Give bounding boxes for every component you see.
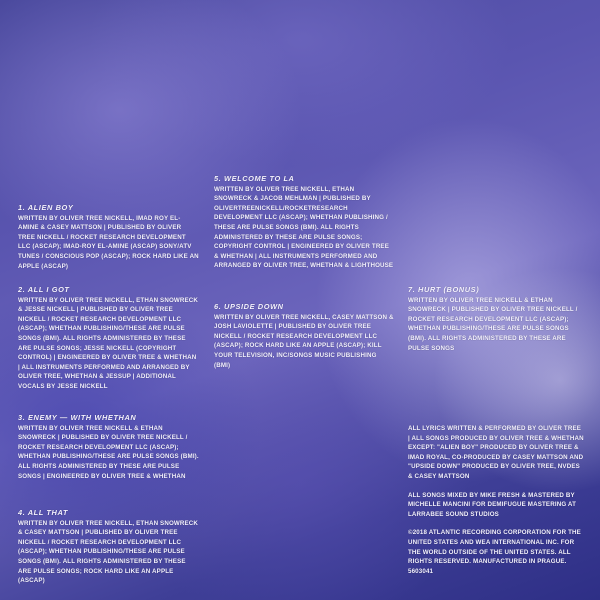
track-credits-text: WRITTEN BY OLIVER TREE NICKELL, ETHAN SNOWRECK & JESSE NICKELL | PUBLISHED BY OLIVER TREE NICKELL / ROCKET RESEARCH DEVELOPMENT LLC (ASCAP); WHETHAN PUBLISHING/THESE ARE PULSE SONGS (BMI). ALL RIGHTS ADMINISTERED BY THESE ARE PULSE SONGS; JESSE NICKELL (COPYRIGHT CONTROL) | ENGINEERED BY OLIVER TREE & WHETHAN | ALL INSTRUMENTS PERFORMED AND ARRANGED BY OLIVER TREE, WHETHAN & JESSUP | ADDITIONAL VOCALS BY JESSE NICKELL <box>18 296 199 390</box>
track-3-credits <box>18 413 200 481</box>
track-title: 3. ENEMY — WITH WHETHAN <box>18 413 137 422</box>
track-credits-text: WRITTEN BY OLIVER TREE NICKELL & ETHAN SNOWRECK | PUBLISHED BY OLIVER TREE NICKELL / ROCKET RESEARCH DEVELOPMENT LLC (ASCAP); WHETHAN PUBLISHING/THESE ARE PULSE SONGS (BMI). ALL RIGHTS ADMINISTERED BY THESE ARE PULSE SONGS <box>408 296 578 352</box>
track-title: 2. ALL I GOT <box>18 285 70 294</box>
track-title: 4. ALL THAT <box>18 508 68 517</box>
track-title: 1. ALIEN BOY <box>18 203 74 212</box>
track-title: 5. WELCOME TO LA <box>214 174 295 183</box>
track-4-credits <box>18 508 200 586</box>
track-title: 7. HURT (BONUS) <box>408 285 480 294</box>
track-credits-text: WRITTEN BY OLIVER TREE NICKELL, IMAD ROY EL-AMINE & CASEY MATTSON | PUBLISHED BY OLIVER TREE NICKELL / ROCKET RESEARCH DEVELOPMENT LLC (ASCAP); IMAD-ROY EL-AMINE (ASCAP) SONY/ATV TUNES / CONSCIOUS POP (ASCAP); ROCK HARD LIKE AN APPLE (ASCAP) <box>18 214 199 270</box>
track-credits-text: WRITTEN BY OLIVER TREE NICKELL & ETHAN SNOWRECK | PUBLISHED BY OLIVER TREE NICKELL / ROCKET RESEARCH DEVELOPMENT LLC (ASCAP); WHETHAN PUBLISHING/THESE ARE PULSE SONGS (BMI). ALL RIGHTS ADMINISTERED BY THESE ARE PULSE SONGS | ENGINEERED BY OLIVER TREE & WHETHAN <box>18 424 199 480</box>
track-credits-text: WRITTEN BY OLIVER TREE NICKELL, ETHAN SNOWRECK & JACOB MEHLMAN | PUBLISHED BY OLIVERTREENICKELL/ROCKETRESEARCH DEVELOPMENT LLC (ASCAP); WHETHAN PUBLISHING / THESE ARE PULSE SONGS (BMI). ALL RIGHTS ADMINISTERED BY THESE ARE PULSE SONGS; COPYRIGHT CONTROL | ENGINEERED BY OLIVER TREE & WHETHAN | ALL INSTRUMENTS PERFORMED AND ARRANGED BY OLIVER TREE, WHETHAN & LIGHTHOUSE <box>214 185 394 270</box>
track-5-credits <box>214 174 394 271</box>
track-1-credits <box>18 203 200 271</box>
track-7-credits <box>408 285 584 353</box>
track-credits-text: WRITTEN BY OLIVER TREE NICKELL, ETHAN SNOWRECK & CASEY MATTSON | PUBLISHED BY OLIVER TREE NICKELL / ROCKET RESEARCH DEVELOPMENT LLC (ASCAP); WHETHAN PUBLISHING/THESE ARE PULSE SONGS (BMI). ALL RIGHTS ADMINISTERED BY THESE ARE PULSE SONGS; ROCK HARD LIKE AN APPLE (ASCAP) <box>18 519 199 585</box>
track-credits-text: WRITTEN BY OLIVER TREE NICKELL, CASEY MATTSON & JOSH LAVIOLETTE | PUBLISHED BY OLIVER TREE NICKELL / ROCKET RESEARCH DEVELOPMENT LLC (ASCAP); ROCK HARD LIKE AN APPLE (ASCAP); KILL YOUR TELEVISION, INC/SONGS MUSIC PUBLISHING (BMI) <box>214 313 394 369</box>
track-2-credits <box>18 285 200 392</box>
album-notes <box>408 424 584 585</box>
mixing-mastering-note: ALL SONGS MIXED BY MIKE FRESH & MASTERED BY MICHELLE MANCINI FOR DEMIFUGUE MASTERING AT LARRABEE SOUND STUDIOS <box>408 491 577 518</box>
copyright-note: ©2018 ATLANTIC RECORDING CORPORATION FOR THE UNITED STATES AND WEA INTERNATIONAL INC. FOR THE WORLD OUTSIDE OF THE UNITED STATES. ALL RIGHTS RESERVED. MANUFACTURED IN PRAGUE. 5603041 <box>408 529 581 575</box>
track-6-credits <box>214 302 394 370</box>
lyrics-production-note: ALL LYRICS WRITTEN & PERFORMED BY OLIVER TREE | ALL SONGS PRODUCED BY OLIVER TREE & WHETHAN EXCEPT: "ALIEN BOY" PRODUCED BY OLIVER TREE & IMAD ROYAL, CO-PRODUCED BY CASEY MATTSON AND "UPSIDE DOWN" PRODUCED BY OLIVER TREE, NVDES & CASEY MATTSON <box>408 425 584 480</box>
track-title: 6. UPSIDE DOWN <box>214 302 284 311</box>
